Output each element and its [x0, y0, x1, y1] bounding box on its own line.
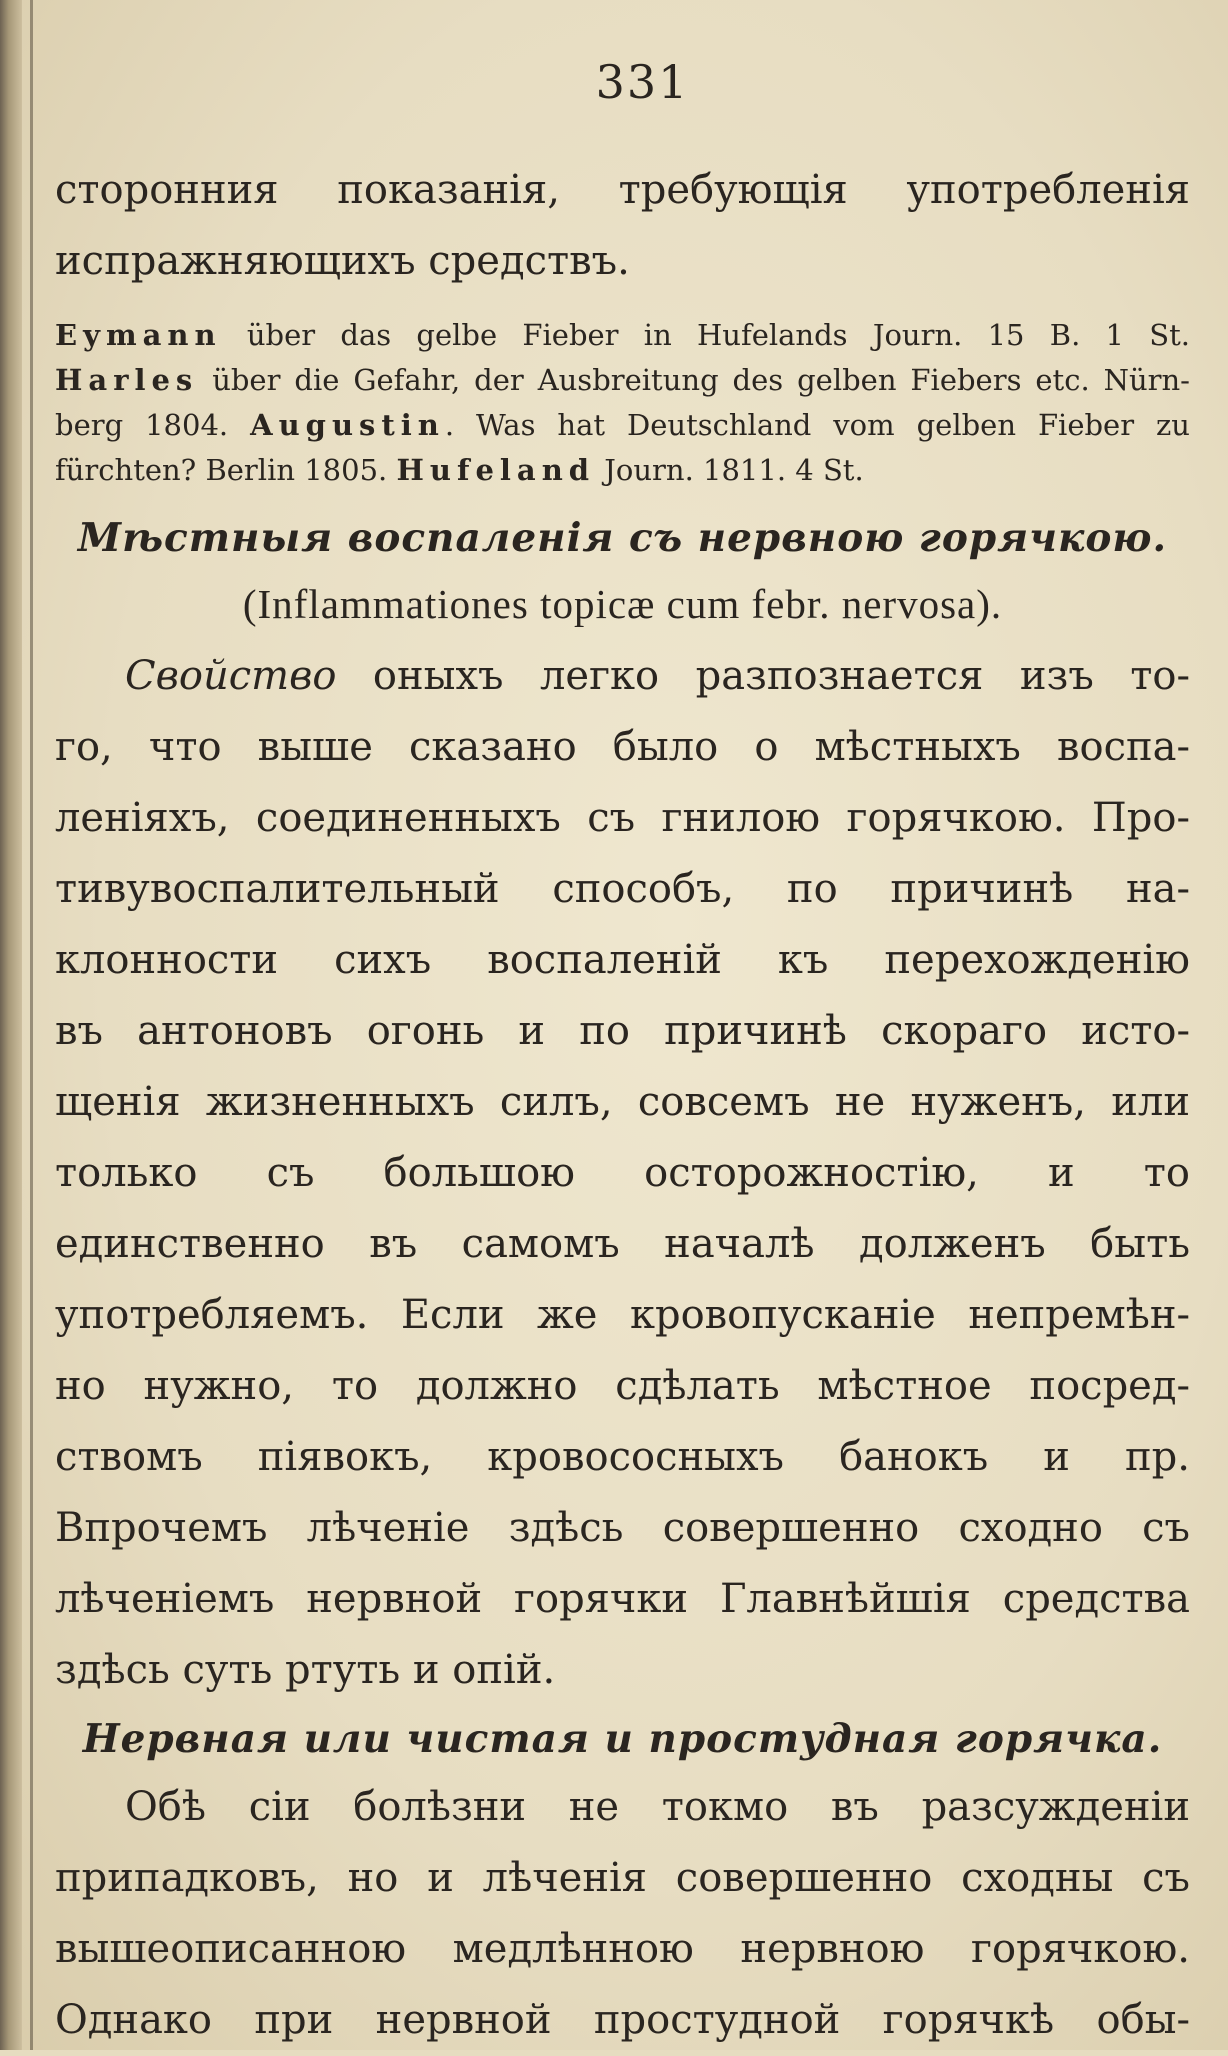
reference-text: über die Gefahr, der Ausbreitung des gelben Fiebers etc. Nürn-	[198, 363, 1190, 397]
text-line: испражняющихъ средствъ.	[55, 238, 630, 284]
book-gutter-shadow	[0, 0, 22, 2050]
text-line: щенія жизненныхъ силъ, совсемъ не нуженъ, или	[55, 1079, 1190, 1125]
page-edge-line	[30, 0, 33, 2050]
text-line: только съ большою осторожностію, и то	[55, 1150, 1190, 1196]
reference-text: Journ. 1811. 4 St.	[595, 453, 864, 487]
reference-line	[55, 358, 1190, 403]
references-block	[55, 313, 1190, 493]
text-line: Впрочемъ лѣченіе здѣсь совершенно сходно съ	[55, 1505, 1190, 1551]
section-paragraph	[55, 641, 1190, 1706]
text-line: единственно въ самомъ началѣ долженъ быть	[55, 1221, 1190, 1267]
section-heading: Нервная или чистая и простудная горячка.	[82, 1716, 1163, 1762]
reference-author: Hufeland	[396, 453, 596, 487]
text-line: ствомъ піявокъ, кровососныхъ банокъ и пр.	[55, 1434, 1190, 1480]
latin-subheading: (Inflammationes topicæ cum febr. nervosa).	[242, 581, 1003, 627]
text-line: употребляемъ. Если же кровопусканіе непремѣн-	[55, 1292, 1190, 1338]
text-line: клонности сихъ воспаленій къ перехожденію	[55, 937, 1190, 983]
text-line: здѣсь суть ртуть и опій.	[55, 1647, 556, 1693]
reference-author: Harles	[55, 363, 199, 397]
reference-line	[55, 403, 1190, 448]
text-line: припадковъ, но и лѣченія совершенно сходны съ	[55, 1855, 1190, 1901]
reference-text: über das gelbe Fieber in Hufelands Journ. 15 B. 1 St.	[221, 318, 1190, 352]
section-paragraph	[55, 1772, 1190, 2056]
text-line: Обѣ сіи болѣзни не токмо въ разсужденіи	[125, 1784, 1190, 1830]
reference-author: Eymann	[55, 318, 222, 352]
emphasized-word: Свойство	[125, 653, 337, 699]
intro-paragraph	[55, 155, 1190, 297]
reference-text: . Was hat Deutschland vom gelben Fieber zu	[444, 408, 1190, 442]
text-line: тивувоспалительный способъ, по причинѣ на-	[55, 866, 1190, 912]
reference-text: berg 1804.	[55, 408, 251, 442]
text-line: сторонния показанія, требующія употребленія	[55, 167, 1190, 213]
page-content	[55, 55, 1190, 2056]
text-line: въ антоновъ огонь и по причинѣ скораго исто-	[55, 1008, 1190, 1054]
reference-line	[55, 313, 1190, 358]
text-line: Свойство оныхъ легко разпознается изъ то-	[125, 653, 1190, 699]
reference-author: Augustin	[250, 408, 445, 442]
section-heading: Мѣстныя воспаленія съ нервною горячкою.	[77, 515, 1168, 561]
reference-line	[55, 448, 1190, 493]
text-line: леніяхъ, соединенныхъ съ гнилою горячкою. Про-	[55, 795, 1190, 841]
text-line: лѣченіемъ нервной горячки Главнѣйшія средства	[55, 1576, 1190, 1622]
text-line: вышеописанною медлѣнною нервною горячкою.	[55, 1926, 1190, 1972]
text-line: но нужно, то должно сдѣлать мѣстное посред-	[55, 1363, 1190, 1409]
page-number: 331	[595, 55, 690, 109]
text-line: Однако при нервной простудной горячкѣ обы-	[55, 1997, 1190, 2043]
reference-text: fürchten? Berlin 1805.	[55, 453, 397, 487]
text-line: го, что выше сказано было о мѣстныхъ воспа-	[55, 724, 1190, 770]
